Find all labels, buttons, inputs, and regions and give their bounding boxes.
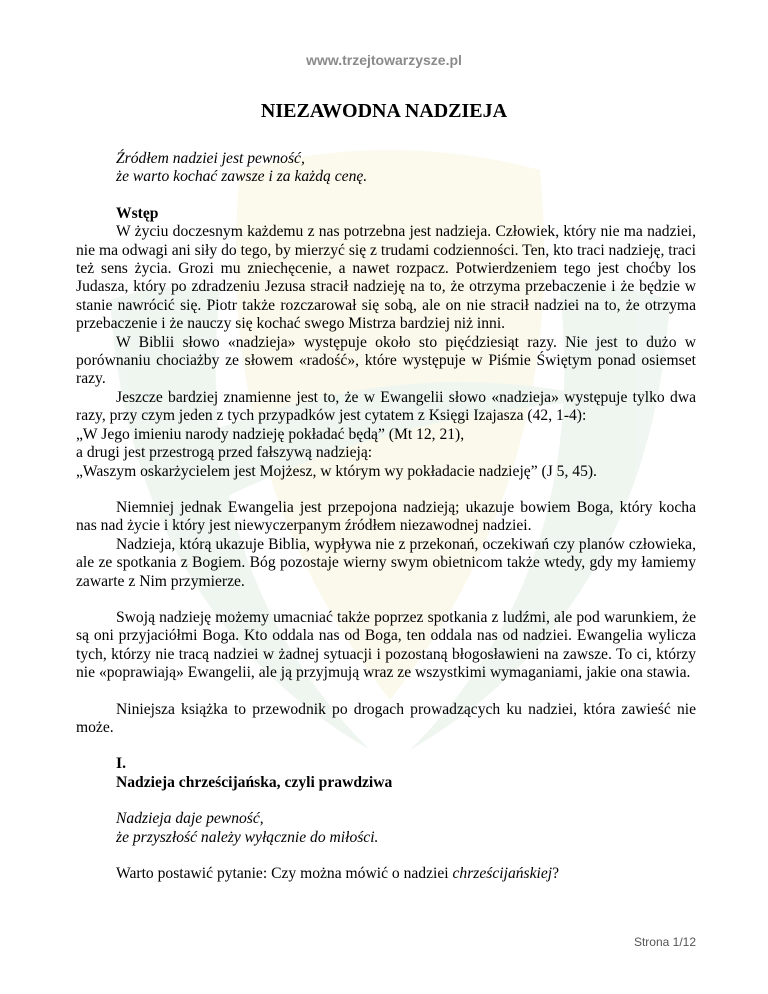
- section-motto-line: że przyszłość należy wyłącznie do miłości.: [116, 828, 379, 846]
- section-question: [116, 865, 696, 883]
- question-text: Warto postawić pytanie: Czy można mówić o nadziei: [116, 865, 453, 882]
- bible-quote: „Waszym oskarżycielem jest Mojżesz, w którym wy pokładacie nadzieję” (J 5, 45).: [76, 462, 597, 480]
- section-heading: Nadzieja chrześcijańska, czyli prawdziwa: [116, 773, 393, 791]
- paragraph: W Biblii słowo «nadzieja» występuje około sto pięćdziesiąt razy. Nie jest to dużo w porównaniu chociażby ze słowem «radość», które występuje w Piśmie Świętym ponad osiemset razy.: [76, 333, 696, 388]
- section-one: [76, 755, 696, 883]
- motto-line: że warto kochać zawsze i za każdą cenę.: [116, 168, 368, 186]
- paragraph: a drugi jest przestrogą przed fałszywą nadzieją:: [76, 444, 373, 462]
- paragraph: Jeszcze bardziej znamienne jest to, że w Ewangelii słowo «nadzieja» występuje tylko dwa razy, przy czym jeden z tych przypadków jest cytatem z Księgi Izajasza (42, 1-4):: [76, 388, 696, 425]
- motto-line: Źródłem nadziei jest pewność,: [116, 150, 305, 167]
- site-url-header: www.trzejtowarzysze.pl: [306, 52, 462, 68]
- intro-heading-block: [76, 205, 696, 223]
- section-motto-line: Nadzieja daje pewność,: [116, 810, 264, 828]
- bible-quote: „W Jego imieniu narody nadzieję pokładać będą” (Mt 12, 21),: [76, 425, 465, 443]
- document-title: NIEZAWODNA NADZIEJA: [260, 100, 508, 122]
- section-number: I.: [116, 755, 126, 773]
- intro-heading: Wstęp: [116, 204, 159, 222]
- paragraph: Swoją nadzieję możemy umacniać także poprzez spotkania z ludźmi, ale pod warunkiem, że są oni przyjaciółmi Boga. Kto oddala nas od Boga, ten oddala nas od nadziei. Ewangelia wylicza tych, którzy nie tracą nadziei w żadnej sytuacji i pozostaną błogosławieni na zawsze. To ci, którzy nie «poprawiają» Ewangelii, ale ją przyjmują wraz ze wszystkimi wymaganiami, jakie ona stawia.: [76, 608, 696, 682]
- question-end: ?: [552, 865, 560, 882]
- page-number: Strona 1/12: [633, 935, 696, 949]
- paragraph: W życiu doczesnym każdemu z nas potrzebna jest nadzieja. Człowiek, który nie ma nadziei, nie ma odwagi ani siły do tego, by mierzyć się z trudami codzienności. Ten, kto traci nadzieję, traci też sens życia. Grozi mu zniechęcenie, a nawet rozpacz. Potwierdzeniem tego jest choćby los Judasza, który po zdradzeniu Jezusa stracił nadzieję na to, że otrzyma przebaczenie i że będzie w stanie nawrócić się. Piotr także rozczarował się sobą, ale on nie stracił nadziei na to, że otrzyma przebaczenie i że nauczy się kochać swego Mistrza bardziej niż inni.: [76, 223, 696, 333]
- paragraph: Niemniej jednak Ewangelia jest przepojona nadzieją; ukazuje bowiem Boga, który kocha nas nad życie i który jest niewyczerpanym źródłem niezawodnej nadziei.: [76, 498, 696, 535]
- paragraph: Nadzieja, którą ukazuje Biblia, wypływa nie z przekonań, oczekiwań czy planów człowieka, ale ze spotkania z Bogiem. Bóg pozostaje wierny swym obietnicom także wtedy, gdy my łamiemy zawarte z Nim przymierze.: [76, 535, 696, 590]
- paragraph: Niniejsza książka to przewodnik po drogach prowadzących ku nadziei, która zawieść nie może.: [76, 700, 696, 736]
- document-body: [76, 150, 696, 883]
- opening-motto: [76, 150, 696, 187]
- question-emphasis: chrześcijańskiej: [452, 865, 553, 882]
